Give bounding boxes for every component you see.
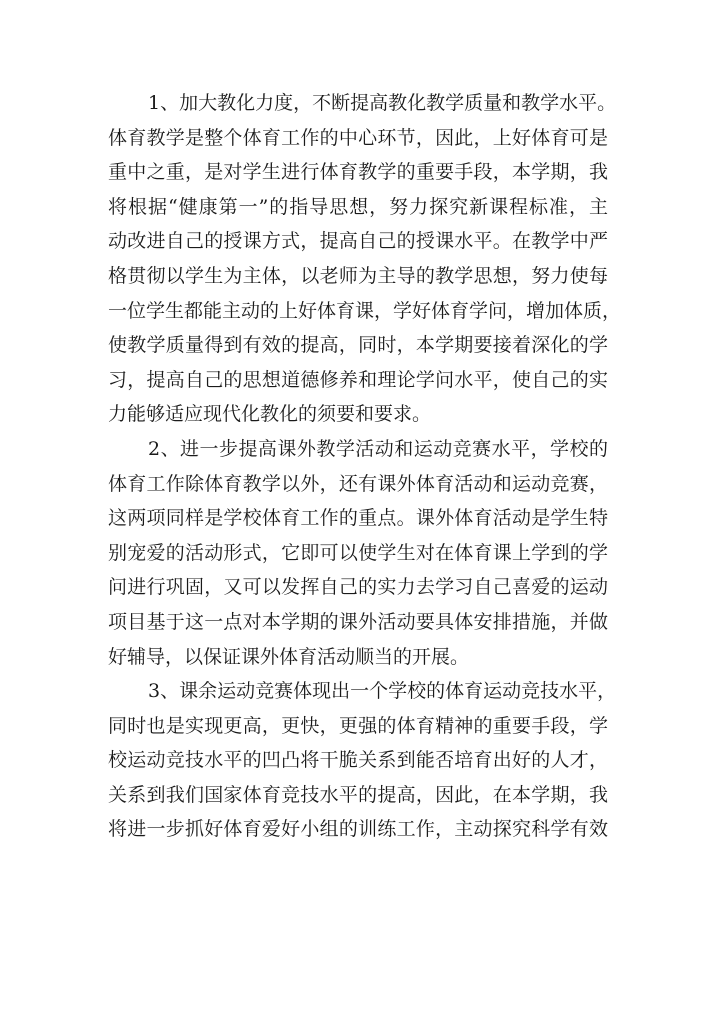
paragraph-line: 好辅导，以保证课外体育活动顺当的开展。 <box>108 645 470 668</box>
paragraph-line: 格贯彻以学生为主体，以老师为主导的教学思想，努力使每 <box>108 264 608 287</box>
paragraph-line: 项目基于这一点对本学期的课外活动要具体安排措施，并做 <box>108 610 608 633</box>
paragraph-line: 2、进一步提高课外教学活动和运动竞赛水平，学校的 <box>148 437 608 460</box>
paragraph-line: 这两项同样是学校体育工作的重点。课外体育活动是学生特 <box>108 507 608 530</box>
paragraph-line: 习，提高自己的思想道德修养和理论学问水平，使自己的实 <box>108 368 608 391</box>
paragraph-line: 别宠爱的活动形式，它即可以使学生对在体育课上学到的学 <box>108 541 608 564</box>
paragraph-line: 体育工作除体育教学以外，还有课外体育活动和运动竞赛， <box>108 472 608 495</box>
paragraph-line: 校运动竞技水平的凹凸将干脆关系到能否培育出好的人才， <box>108 749 608 772</box>
paragraph-line: 动改进自己的授课方式，提高自己的授课水平。在教学中严 <box>108 230 608 253</box>
paragraph-line: 3、课余运动竞赛体现出一个学校的体育运动竞技水平， <box>148 680 617 703</box>
paragraph-line: 1、加大教化力度，不断提高教化教学质量和教学水平。 <box>148 92 617 114</box>
paragraph-3 <box>108 674 617 847</box>
paragraph-line: 将进一步抓好体育爱好小组的训练工作，主动探究科学有效 <box>108 818 608 841</box>
paragraph-line: 问进行巩固，又可以发挥自己的实力去学习自己喜爱的运动 <box>108 576 608 599</box>
paragraph-line: 将根据“健康第一”的指导思想，努力探究新课程标准，主 <box>108 195 608 218</box>
paragraph-line: 关系到我们国家体育竞技水平的提高，因此，在本学期，我 <box>108 783 608 806</box>
paragraph-line: 同时也是实现更高，更快，更强的体育精神的重要手段，学 <box>108 714 608 737</box>
paragraph-line: 一位学生都能主动的上好体育课，学好体育学问，增加体质， <box>108 299 622 322</box>
paragraph-2 <box>108 432 608 674</box>
document-body <box>108 86 622 847</box>
paragraph-1 <box>108 86 622 432</box>
paragraph-line: 使教学质量得到有效的提高，同时，本学期要接着深化的学 <box>108 334 608 357</box>
paragraph-line: 力能够适应现代化教化的须要和要求。 <box>108 403 432 426</box>
paragraph-line: 体育教学是整个体育工作的中心环节，因此，上好体育可是 <box>108 126 608 149</box>
paragraph-line: 重中之重，是对学生进行体育教学的重要手段，本学期，我 <box>108 161 608 184</box>
